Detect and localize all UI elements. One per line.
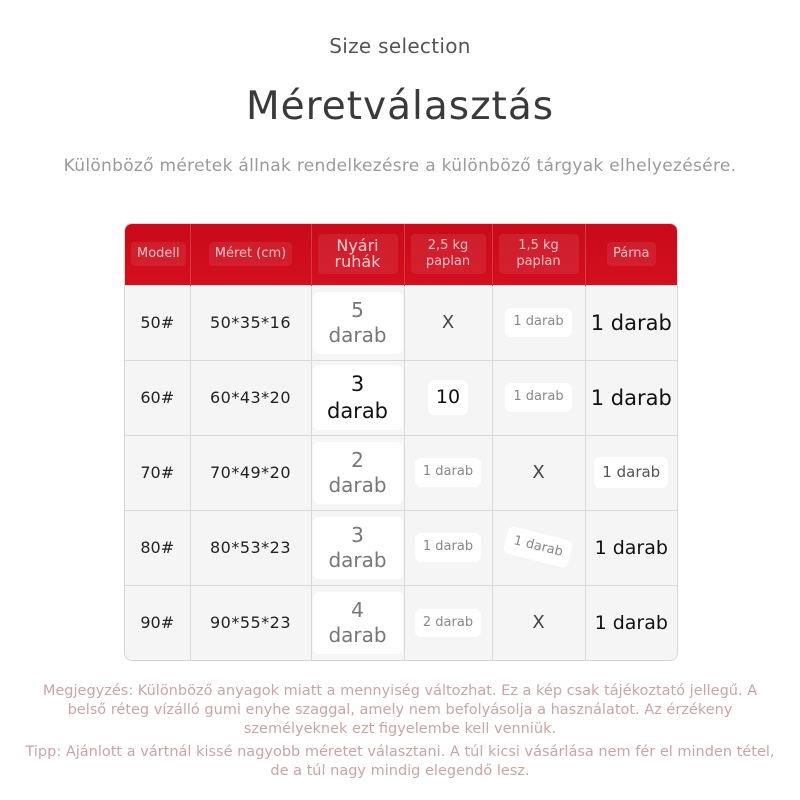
- column-header-pillow: Párna: [585, 224, 677, 285]
- quilt-2-5kg-cell: 2 darab: [404, 585, 492, 660]
- size-tip-note: Tipp: Ajánlott a vártnál kissé nagyobb méretet választani. A túl kicsi vásárlása nem fér el minden tétel, de a túl nagy mindig elegendő lesz.: [25, 744, 775, 779]
- summer-clothes-cell: 3 darab: [311, 510, 404, 585]
- size-table: [124, 223, 678, 661]
- table-row: [125, 360, 677, 435]
- quilt-1-5kg-cell: X: [492, 435, 585, 510]
- column-header-quilt-1-5kg: 1,5 kg paplan: [492, 224, 585, 285]
- quilt-2-5kg-cell: 1 darab: [404, 435, 492, 510]
- model-cell: 90#: [125, 585, 190, 660]
- quilt-2-5kg-cell: 1 darab: [404, 510, 492, 585]
- pillow-cell: 1 darab: [585, 360, 677, 435]
- size-cell: 50*35*16: [190, 285, 311, 360]
- size-cell: 70*49*20: [190, 435, 311, 510]
- summer-clothes-cell: 3 darab: [311, 360, 404, 435]
- column-header-size: Méret (cm): [190, 224, 311, 285]
- quilt-2-5kg-cell: X: [404, 285, 492, 360]
- pillow-cell: 1 darab: [585, 510, 677, 585]
- page-title: Méretválasztás: [245, 84, 555, 129]
- size-cell: 90*55*23: [190, 585, 311, 660]
- table-row: [125, 585, 677, 660]
- size-cell: 60*43*20: [190, 360, 311, 435]
- size-cell: 80*53*23: [190, 510, 311, 585]
- table-row: [125, 285, 677, 360]
- table-header-row: [125, 224, 677, 285]
- model-cell: 80#: [125, 510, 190, 585]
- quilt-1-5kg-cell: 1 darab: [492, 510, 585, 585]
- pillow-cell: 1 darab: [585, 285, 677, 360]
- quilt-1-5kg-cell: 1 darab: [492, 360, 585, 435]
- pillow-cell: 1 darab: [585, 435, 677, 510]
- summer-clothes-cell: 2 darab: [311, 435, 404, 510]
- summer-clothes-cell: 4 darab: [311, 585, 404, 660]
- disclaimer-note: Megjegyzés: Különböző anyagok miatt a mennyiség változhat. Ez a kép csak tájékoztató jellegű. A belső réteg vízálló gumi enyhe szaggal, amely nem befolyásolja a használatot. Az érzékeny személyeknek ezt figyelembe kell venniük.: [42, 683, 758, 737]
- quilt-2-5kg-cell: 10: [404, 360, 492, 435]
- model-cell: 60#: [125, 360, 190, 435]
- table-row: [125, 435, 677, 510]
- model-cell: 50#: [125, 285, 190, 360]
- quilt-1-5kg-cell: X: [492, 585, 585, 660]
- column-header-model: Modell: [125, 224, 190, 285]
- table-row: [125, 510, 677, 585]
- quilt-1-5kg-cell: 1 darab: [492, 285, 585, 360]
- model-cell: 70#: [125, 435, 190, 510]
- pillow-cell: 1 darab: [585, 585, 677, 660]
- summer-clothes-cell: 5 darab: [311, 285, 404, 360]
- eyebrow-heading: Size selection: [329, 34, 471, 58]
- column-header-quilt-2-5kg: 2,5 kg paplan: [404, 224, 492, 285]
- column-header-summer-clothes: Nyári ruhák: [311, 224, 404, 285]
- page-subtitle: Különböző méretek állnak rendelkezésre a különböző tárgyak elhelyezésére.: [63, 156, 737, 176]
